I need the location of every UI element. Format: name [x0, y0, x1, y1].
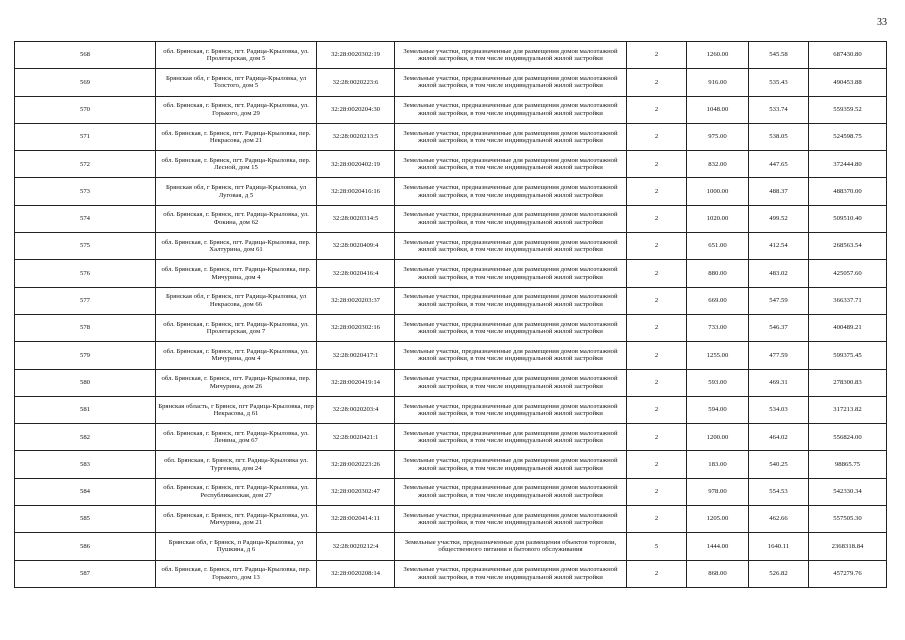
table-row [15, 369, 887, 396]
unit-price: 488.37 [749, 178, 809, 205]
area-value: 1048.00 [687, 96, 749, 123]
zone-group: 2 [627, 369, 687, 396]
permitted-use: Земельные участки, предназначенные для размещения домов малоэтажной жилой застройки, в том числе индивидуальной жилой застройки [395, 342, 627, 369]
row-number: 580 [15, 369, 156, 396]
address-cell: обл. Брянская, г. Брянск, пгт. Радица-Крыловка, пер. Горького, дом 13 [156, 560, 317, 587]
row-number: 574 [15, 205, 156, 232]
row-number: 586 [15, 533, 156, 560]
total-value: 457279.76 [809, 560, 887, 587]
area-value: 868.00 [687, 560, 749, 587]
unit-price: 469.31 [749, 369, 809, 396]
total-value: 556824.00 [809, 424, 887, 451]
unit-price: 483.02 [749, 260, 809, 287]
address-cell: обл. Брянская, г. Брянск, пгт. Радица-Крыловка, ул. Мичурина, дом 21 [156, 506, 317, 533]
unit-price: 464.02 [749, 424, 809, 451]
permitted-use: Земельные участки, предназначенные для размещения домов малоэтажной жилой застройки, в том числе индивидуальной жилой застройки [395, 151, 627, 178]
area-value: 978.00 [687, 478, 749, 505]
address-cell: обл. Брянская, г. Брянск, пгт. Радица-Крыловка, ул. Фокина, дом 62 [156, 205, 317, 232]
permitted-use: Земельные участки, предназначенные для размещения домов малоэтажной жилой застройки, в том числе индивидуальной жилой застройки [395, 287, 627, 314]
area-value: 1000.00 [687, 178, 749, 205]
permitted-use: Земельные участки, предназначенные для размещения домов малоэтажной жилой застройки, в том числе индивидуальной жилой застройки [395, 69, 627, 96]
row-number: 572 [15, 151, 156, 178]
total-value: 557505.30 [809, 506, 887, 533]
table-row [15, 178, 887, 205]
cadastral-number: 32:28:0020203:4 [317, 396, 395, 423]
cadastral-number: 32:28:0020417:1 [317, 342, 395, 369]
table-row [15, 287, 887, 314]
permitted-use: Земельные участки, предназначенные для размещения домов малоэтажной жилой застройки, в том числе индивидуальной жилой застройки [395, 424, 627, 451]
permitted-use: Земельные участки, предназначенные для размещения домов малоэтажной жилой застройки, в том числе индивидуальной жилой застройки [395, 506, 627, 533]
address-cell: обл. Брянская, г. Брянск, пгт. Радица-Крыловка, пер. Мичурина, дом 26 [156, 369, 317, 396]
table-row [15, 396, 887, 423]
cadastral-number: 32:28:0020208:14 [317, 560, 395, 587]
area-value: 183.00 [687, 451, 749, 478]
table-row [15, 506, 887, 533]
row-number: 585 [15, 506, 156, 533]
unit-price: 547.59 [749, 287, 809, 314]
cadastral-number: 32:28:0020223:26 [317, 451, 395, 478]
address-cell: обл. Брянская, г. Брянск, пгт. Радица-Крыловка, пер. Некрасова, дом 21 [156, 123, 317, 150]
cadastral-number: 32:28:0020302:16 [317, 314, 395, 341]
zone-group: 2 [627, 205, 687, 232]
total-value: 509510.40 [809, 205, 887, 232]
table-row [15, 233, 887, 260]
row-number: 573 [15, 178, 156, 205]
total-value: 372444.80 [809, 151, 887, 178]
address-cell: обл. Брянская, г. Брянск, пгт. Радица-Крыловка ул. Тургенева, дом 24 [156, 451, 317, 478]
permitted-use: Земельные участки, предназначенные для размещения объектов торговли, общественного питания и бытового обслуживания [395, 533, 627, 560]
table-row [15, 123, 887, 150]
zone-group: 2 [627, 424, 687, 451]
permitted-use: Земельные участки, предназначенные для размещения домов малоэтажной жилой застройки, в том числе индивидуальной жилой застройки [395, 42, 627, 69]
table-row [15, 451, 887, 478]
unit-price: 546.37 [749, 314, 809, 341]
address-cell: обл. Брянская, г. Брянск, пгт. Радица-Крыловка, пер. Халтурина, дом 61 [156, 233, 317, 260]
row-number: 575 [15, 233, 156, 260]
total-value: 490453.88 [809, 69, 887, 96]
table-row [15, 424, 887, 451]
area-value: 1020.00 [687, 205, 749, 232]
area-value: 594.00 [687, 396, 749, 423]
row-number: 578 [15, 314, 156, 341]
cadastral-number: 32:28:0020314:5 [317, 205, 395, 232]
area-value: 669.00 [687, 287, 749, 314]
registry-body [15, 42, 887, 588]
address-cell: Брянская обл, г Брянск, п Радица-Крыловка, ул Пушкина, д 6 [156, 533, 317, 560]
row-number: 570 [15, 96, 156, 123]
zone-group: 2 [627, 260, 687, 287]
row-number: 584 [15, 478, 156, 505]
zone-group: 2 [627, 123, 687, 150]
unit-price: 412.54 [749, 233, 809, 260]
row-number: 577 [15, 287, 156, 314]
total-value: 559359.52 [809, 96, 887, 123]
zone-group: 2 [627, 96, 687, 123]
permitted-use: Земельные участки, предназначенные для размещения домов малоэтажной жилой застройки, в том числе индивидуальной жилой застройки [395, 123, 627, 150]
area-value: 1260.00 [687, 42, 749, 69]
permitted-use: Земельные участки, предназначенные для размещения домов малоэтажной жилой застройки, в том числе индивидуальной жилой застройки [395, 451, 627, 478]
zone-group: 2 [627, 287, 687, 314]
zone-group: 2 [627, 342, 687, 369]
cadastral-number: 32:28:0020302:47 [317, 478, 395, 505]
address-cell: Брянская обл, г Брянск, пгт Радица-Крыловка, ул Луговая, д 5 [156, 178, 317, 205]
row-number: 581 [15, 396, 156, 423]
address-cell: обл. Брянская, г. Брянск, пгт. Радица-Крыловка, ул. Пролетарская, дом 7 [156, 314, 317, 341]
row-number: 569 [15, 69, 156, 96]
area-value: 1205.00 [687, 506, 749, 533]
cadastral-number: 32:28:0020223:6 [317, 69, 395, 96]
page-number: 33 [877, 17, 887, 28]
total-value: 400489.21 [809, 314, 887, 341]
row-number: 571 [15, 123, 156, 150]
total-value: 278300.83 [809, 369, 887, 396]
unit-price: 1640.11 [749, 533, 809, 560]
area-value: 1200.00 [687, 424, 749, 451]
row-number: 568 [15, 42, 156, 69]
total-value: 599375.45 [809, 342, 887, 369]
cadastral-number: 32:28:0020203:37 [317, 287, 395, 314]
total-value: 317213.82 [809, 396, 887, 423]
area-value: 975.00 [687, 123, 749, 150]
total-value: 488370.00 [809, 178, 887, 205]
zone-group: 2 [627, 178, 687, 205]
address-cell: обл. Брянская, г. Брянск, пгт. Радица-Крыловка, ул. Горького, дом 29 [156, 96, 317, 123]
permitted-use: Земельные участки, предназначенные для размещения домов малоэтажной жилой застройки, в том числе индивидуальной жилой застройки [395, 233, 627, 260]
zone-group: 2 [627, 396, 687, 423]
table-row [15, 560, 887, 587]
unit-price: 462.66 [749, 506, 809, 533]
address-cell: Брянская обл, г Брянск, пгт Радица-Крыловка, ул Некрасова, дом 66 [156, 287, 317, 314]
zone-group: 2 [627, 69, 687, 96]
zone-group: 2 [627, 478, 687, 505]
address-cell: обл. Брянская, г. Брянск, пгт. Радица-Крыловка, пер. Лесной, дом 15 [156, 151, 317, 178]
total-value: 2368318.84 [809, 533, 887, 560]
table-row [15, 69, 887, 96]
address-cell: обл. Брянская, г. Брянск, пгт. Радица-Крыловка, ул. Республиканская, дом 27 [156, 478, 317, 505]
row-number: 582 [15, 424, 156, 451]
table-row [15, 342, 887, 369]
cadastral-number: 32:28:0020416:16 [317, 178, 395, 205]
land-plot-registry-table [14, 41, 887, 588]
zone-group: 2 [627, 151, 687, 178]
unit-price: 540.25 [749, 451, 809, 478]
unit-price: 545.58 [749, 42, 809, 69]
address-cell: обл. Брянская, г. Брянск, пгт. Радица-Крыловка, пер. Мичурина, дом 4 [156, 260, 317, 287]
total-value: 687430.80 [809, 42, 887, 69]
permitted-use: Земельные участки, предназначенные для размещения домов малоэтажной жилой застройки, в том числе индивидуальной жилой застройки [395, 260, 627, 287]
address-cell: Брянская область, г Брянск, пгт Радица-Крыловка, пер Некрасова, д 61 [156, 396, 317, 423]
zone-group: 2 [627, 451, 687, 478]
cadastral-number: 32:28:0020421:1 [317, 424, 395, 451]
cadastral-number: 32:28:0020409:4 [317, 233, 395, 260]
total-value: 425057.60 [809, 260, 887, 287]
unit-price: 538.05 [749, 123, 809, 150]
address-cell: обл. Брянская, г. Брянск, пгт. Радица-Крыловка, ул. Мичурина, дом 4 [156, 342, 317, 369]
area-value: 651.00 [687, 233, 749, 260]
permitted-use: Земельные участки, предназначенные для размещения домов малоэтажной жилой застройки, в том числе индивидуальной жилой застройки [395, 96, 627, 123]
unit-price: 447.65 [749, 151, 809, 178]
unit-price: 554.53 [749, 478, 809, 505]
unit-price: 535.43 [749, 69, 809, 96]
total-value: 268563.54 [809, 233, 887, 260]
permitted-use: Земельные участки, предназначенные для размещения домов малоэтажной жилой застройки, в том числе индивидуальной жилой застройки [395, 205, 627, 232]
total-value: 542330.34 [809, 478, 887, 505]
total-value: 366337.71 [809, 287, 887, 314]
address-cell: обл. Брянская, г. Брянск, пгт. Радица-Крыловка, ул. Пролетарская, дом 5 [156, 42, 317, 69]
area-value: 1255.00 [687, 342, 749, 369]
area-value: 916.00 [687, 69, 749, 96]
permitted-use: Земельные участки, предназначенные для размещения домов малоэтажной жилой застройки, в том числе индивидуальной жилой застройки [395, 178, 627, 205]
zone-group: 2 [627, 560, 687, 587]
area-value: 593.00 [687, 369, 749, 396]
area-value: 880.00 [687, 260, 749, 287]
permitted-use: Земельные участки, предназначенные для размещения домов малоэтажной жилой застройки, в том числе индивидуальной жилой застройки [395, 314, 627, 341]
table-row [15, 205, 887, 232]
cadastral-number: 32:28:0020212:4 [317, 533, 395, 560]
cadastral-number: 32:28:0020302:19 [317, 42, 395, 69]
table-row [15, 314, 887, 341]
cadastral-number: 32:28:0020416:4 [317, 260, 395, 287]
unit-price: 533.74 [749, 96, 809, 123]
unit-price: 526.82 [749, 560, 809, 587]
area-value: 1444.00 [687, 533, 749, 560]
permitted-use: Земельные участки, предназначенные для размещения домов малоэтажной жилой застройки, в том числе индивидуальной жилой застройки [395, 396, 627, 423]
unit-price: 499.52 [749, 205, 809, 232]
total-value: 98865.75 [809, 451, 887, 478]
zone-group: 2 [627, 42, 687, 69]
row-number: 587 [15, 560, 156, 587]
permitted-use: Земельные участки, предназначенные для размещения домов малоэтажной жилой застройки, в том числе индивидуальной жилой застройки [395, 560, 627, 587]
table-row [15, 478, 887, 505]
address-cell: Брянская обл, г Брянск, пгт Радица-Крыловка, ул Толстого, дом 5 [156, 69, 317, 96]
table-row [15, 42, 887, 69]
unit-price: 534.03 [749, 396, 809, 423]
unit-price: 477.59 [749, 342, 809, 369]
permitted-use: Земельные участки, предназначенные для размещения домов малоэтажной жилой застройки, в том числе индивидуальной жилой застройки [395, 369, 627, 396]
area-value: 733.00 [687, 314, 749, 341]
cadastral-number: 32:28:0020204:30 [317, 96, 395, 123]
row-number: 579 [15, 342, 156, 369]
table-row [15, 151, 887, 178]
cadastral-number: 32:28:0020414:11 [317, 506, 395, 533]
zone-group: 5 [627, 533, 687, 560]
total-value: 524598.75 [809, 123, 887, 150]
zone-group: 2 [627, 233, 687, 260]
table-row [15, 260, 887, 287]
area-value: 832.00 [687, 151, 749, 178]
table-row [15, 533, 887, 560]
zone-group: 2 [627, 506, 687, 533]
table-row [15, 96, 887, 123]
cadastral-number: 32:28:0020419:14 [317, 369, 395, 396]
address-cell: обл. Брянская, г. Брянск, пгт. Радица-Крыловка, ул. Ленина, дом 67 [156, 424, 317, 451]
permitted-use: Земельные участки, предназначенные для размещения домов малоэтажной жилой застройки, в том числе индивидуальной жилой застройки [395, 478, 627, 505]
row-number: 583 [15, 451, 156, 478]
cadastral-number: 32:28:0020402:19 [317, 151, 395, 178]
cadastral-number: 32:28:0020213:5 [317, 123, 395, 150]
row-number: 576 [15, 260, 156, 287]
zone-group: 2 [627, 314, 687, 341]
